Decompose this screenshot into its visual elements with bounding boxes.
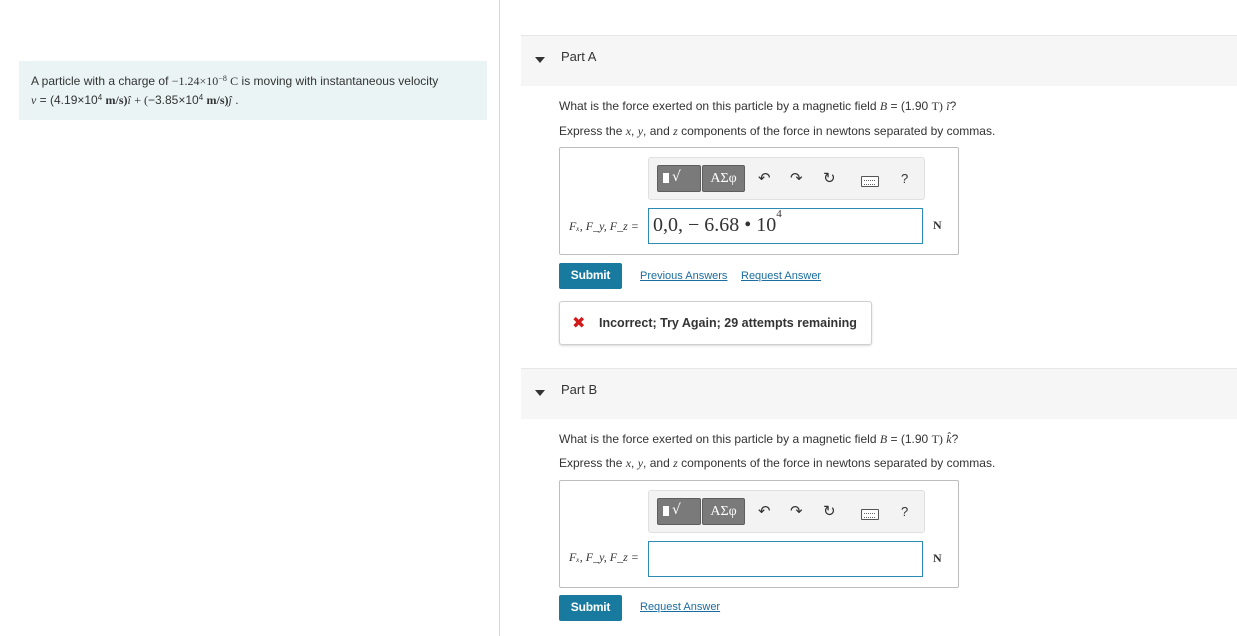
part-b-question: What is the force exerted on this particle by a magnetic field B = (1.90 T) k̂? [559, 432, 959, 446]
part-b-title: Part B [561, 382, 598, 397]
part-b-submit-button[interactable]: Submit [559, 595, 622, 621]
unit-label: N [933, 218, 942, 232]
part-a-answer-box [559, 147, 959, 255]
problem-line-1: A particle with a charge of $-1.24\times 10^{-8}$ C is moving with instantaneous velocity [31, 74, 439, 88]
reset-icon[interactable]: ↻ [823, 169, 836, 187]
previous-answers-link[interactable]: Previous Answers [640, 270, 728, 282]
part-b-answer-box [559, 480, 959, 588]
undo-icon[interactable]: ↶ [758, 502, 771, 520]
templates-button[interactable] [657, 498, 701, 525]
square-root-icon: √ [672, 169, 681, 185]
part-a-header[interactable] [521, 35, 1237, 86]
unit-label: N [933, 551, 942, 565]
reset-icon[interactable]: ↻ [823, 502, 836, 520]
greek-symbols-button[interactable]: ΑΣφ [702, 498, 745, 525]
templates-button[interactable] [657, 165, 701, 192]
part-a-answer-input[interactable] [648, 208, 923, 244]
redo-icon[interactable]: ↷ [790, 502, 803, 520]
redo-icon[interactable]: ↷ [790, 169, 803, 187]
part-b-instruction: Express the x, y, and z components of the force in newtons separated by commas. [559, 456, 996, 470]
variable-label: Fₓ, F_y, F_z = [569, 550, 639, 564]
math-toolbar [648, 157, 925, 200]
part-b-request-answer-link[interactable]: Request Answer [640, 601, 721, 613]
incorrect-x-icon: ✖ [572, 313, 586, 332]
part-a-question: What is the force exerted on this particle by a magnetic field B = (1.90 T) î? [559, 99, 957, 113]
help-button[interactable]: ? [901, 171, 909, 186]
template-square-icon [663, 506, 669, 516]
part-b-header[interactable] [521, 368, 1237, 419]
keyboard-icon[interactable] [861, 176, 879, 187]
answer-value: 0,0, − 6.68 • $10^4$ [653, 208, 782, 236]
collapse-caret-icon[interactable] [535, 390, 545, 396]
square-root-icon: √ [672, 502, 681, 518]
column-divider [499, 0, 500, 636]
greek-symbols-button[interactable]: ΑΣφ [702, 165, 745, 192]
part-a-instruction: Express the x, y, and z components of the force in newtons separated by commas. [559, 124, 996, 138]
feedback-box [559, 301, 872, 345]
help-button[interactable]: ? [901, 504, 909, 519]
math-toolbar [648, 490, 925, 533]
part-a-request-answer-link[interactable]: Request Answer [741, 270, 822, 282]
template-square-icon [663, 173, 669, 183]
problem-statement [19, 61, 487, 120]
feedback-message: Incorrect; Try Again; 29 attempts remaining [599, 316, 857, 330]
variable-label: Fₓ, F_y, F_z = [569, 219, 639, 233]
keyboard-icon[interactable] [861, 509, 879, 520]
velocity-symbol: v [31, 93, 37, 107]
undo-icon[interactable]: ↶ [758, 169, 771, 187]
problem-line-2: $v = (4.19\times 10^4$ m/s)î + ($-3.85\times 10^4$ m/s)ĵ . [31, 93, 239, 107]
collapse-caret-icon[interactable] [535, 57, 545, 63]
part-a-submit-button[interactable]: Submit [559, 263, 622, 289]
part-a-title: Part A [561, 49, 597, 64]
part-b-answer-input[interactable] [648, 541, 923, 577]
